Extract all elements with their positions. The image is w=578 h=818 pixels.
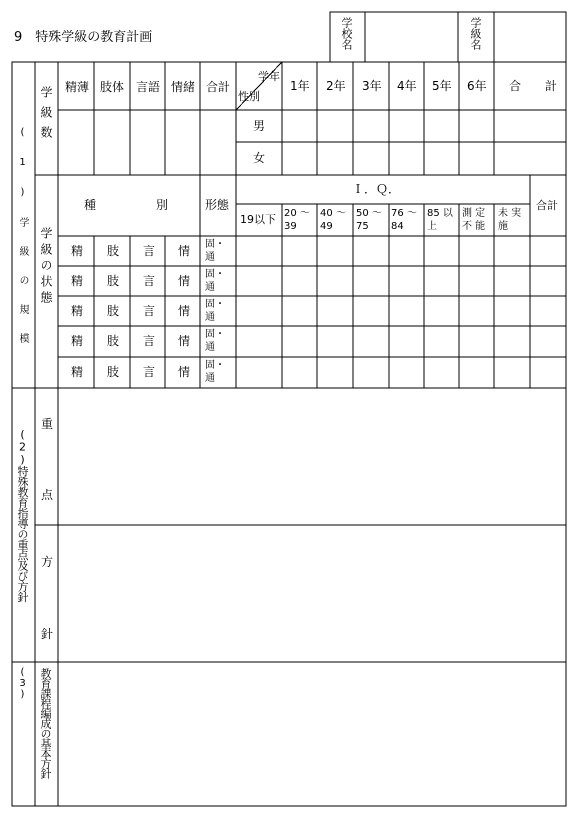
status-type-cell[interactable]: 言	[143, 334, 156, 348]
form-header: 形態	[205, 198, 230, 212]
status-type-cell[interactable]: 言	[143, 274, 156, 288]
iq-col-76-84: 76 ～ 84	[391, 208, 417, 232]
status-type-cell[interactable]: 精	[71, 334, 84, 348]
status-form-cell[interactable]: 固・通	[205, 269, 225, 293]
juten-char-1: 重	[41, 417, 54, 431]
row-male: 男	[253, 119, 266, 133]
juten-char-2: 点	[41, 488, 54, 502]
status-type-cell[interactable]: 肢	[107, 244, 120, 258]
curriculum-input-area[interactable]	[59, 663, 565, 805]
class-count-label: 学級数	[39, 86, 53, 146]
col-total: 合 計	[509, 79, 558, 93]
school-name-label: 学校名	[340, 17, 353, 50]
col-jocho: 情緒	[171, 80, 196, 94]
col-gengo: 言語	[136, 80, 161, 94]
col-seihaku: 精薄	[65, 80, 90, 94]
iq-col-not-done: 未 実 施	[498, 208, 522, 232]
class-name-field[interactable]	[495, 13, 565, 61]
col-gokei: 合計	[206, 80, 231, 94]
section3-number: (3)	[17, 667, 28, 700]
iq-col-19: 19以下	[240, 213, 276, 226]
section1-label: (1)学級の規模	[17, 127, 28, 362]
section2-label: (2)特殊教育指導の重点及び方針	[16, 428, 29, 602]
type-header: 種 別	[84, 198, 169, 212]
status-type-cell[interactable]: 肢	[107, 365, 120, 379]
col-grade-5: 5年	[432, 79, 452, 93]
page-title: 9 特殊学級の教育計画	[14, 30, 153, 45]
status-type-cell[interactable]: 肢	[107, 274, 120, 288]
status-type-cell[interactable]: 情	[178, 244, 191, 258]
status-type-cell[interactable]: 情	[178, 304, 191, 318]
diag-grade-label: 学年	[258, 70, 280, 83]
status-type-cell[interactable]: 精	[71, 244, 84, 258]
status-type-cell[interactable]: 精	[71, 274, 84, 288]
status-form-cell[interactable]: 固・通	[205, 360, 225, 384]
hoshin-input-area[interactable]	[59, 526, 565, 661]
diag-sex-label: 性別	[238, 90, 260, 103]
iq-col-20-39: 20 ～ 39	[284, 208, 310, 232]
juten-input-area[interactable]	[59, 389, 565, 524]
col-shitai: 肢体	[100, 80, 125, 94]
status-type-cell[interactable]: 肢	[107, 334, 120, 348]
iq-col-40-49: 40 ～ 49	[320, 208, 346, 232]
status-type-cell[interactable]: 言	[143, 365, 156, 379]
col-grade-2: 2年	[326, 79, 346, 93]
status-form-cell[interactable]: 固・通	[205, 299, 225, 323]
status-type-cell[interactable]: 情	[178, 334, 191, 348]
class-name-label: 学級名	[469, 17, 482, 50]
col-grade-3: 3年	[362, 79, 382, 93]
iq-header: Ｉ．Ｑ．	[352, 182, 401, 196]
section3-label: 教育課程編成の基本方針	[39, 668, 52, 778]
status-type-cell[interactable]: 精	[71, 365, 84, 379]
school-name-field[interactable]	[366, 13, 457, 61]
iq-col-85-over: 85 以上	[427, 208, 453, 232]
status-type-cell[interactable]: 情	[178, 274, 191, 288]
hoshin-char-1: 方	[41, 555, 54, 569]
status-type-cell[interactable]: 精	[71, 304, 84, 318]
iq-col-unmeasurable: 測 定 不 能	[462, 208, 486, 232]
status-type-cell[interactable]: 言	[143, 304, 156, 318]
status-form-cell[interactable]: 固・通	[205, 329, 225, 353]
status-total-header: 合計	[536, 199, 558, 212]
status-type-cell[interactable]: 情	[178, 365, 191, 379]
iq-col-50-75: 50 ～ 75	[356, 208, 382, 232]
class-status-label: 学級の状態	[39, 227, 53, 307]
col-grade-4: 4年	[397, 79, 417, 93]
status-type-cell[interactable]: 言	[143, 244, 156, 258]
col-grade-6: 6年	[467, 79, 487, 93]
status-type-cell[interactable]: 肢	[107, 304, 120, 318]
row-female: 女	[253, 151, 266, 165]
status-form-cell[interactable]: 固・通	[205, 239, 225, 263]
col-grade-1: 1年	[290, 79, 310, 93]
hoshin-char-2: 針	[41, 627, 54, 641]
